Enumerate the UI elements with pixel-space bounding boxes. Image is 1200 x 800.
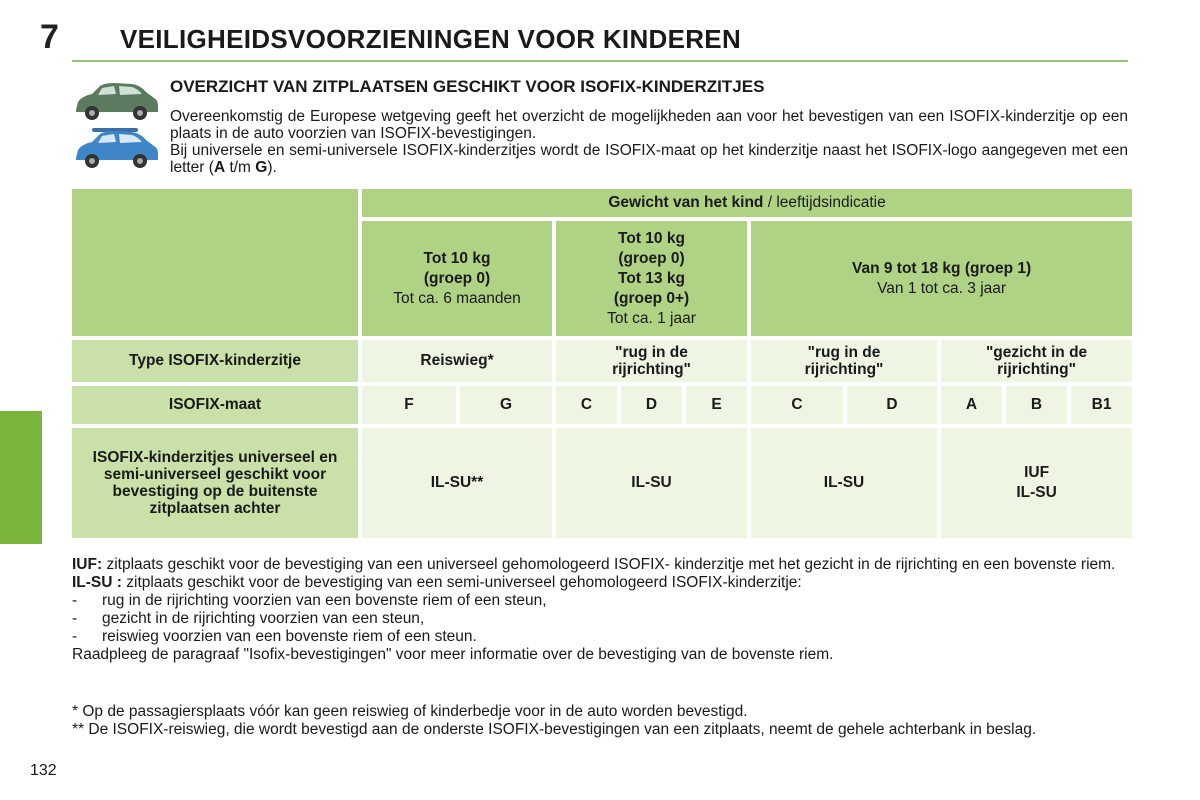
intro-paragraph-1: Overeenkomstig de Europese wetgeving geeft het overzicht de mogelijkheden aan voor het bevestigen van een ISOFIX-kinderzitje op een plaats in de auto voorzien van ISOFIX-bevestigingen. <box>170 108 1128 142</box>
type-cell: Reiswieg* <box>362 340 552 382</box>
list-item: - gezicht in de rijrichting voorzien van een steun, <box>72 610 425 627</box>
size-cell: F <box>362 386 456 424</box>
size-cell: D <box>621 386 682 424</box>
chapter-number: 7 <box>40 18 59 56</box>
page-number: 132 <box>30 762 57 779</box>
size-cell: B <box>1006 386 1067 424</box>
car-icon <box>70 80 162 124</box>
list-item: - rug in de rijrichting voorzien van een bovenste riem of een steun, <box>72 592 547 609</box>
section-title: OVERZICHT VAN ZITPLAATSEN GESCHIKT VOOR ISOFIX-KINDERZITJES <box>170 77 765 96</box>
weight-header: Gewicht van het kind / leeftijdsindicatie <box>362 189 1132 217</box>
list-item: - reiswieg voorzien van een bovenste riem of een steun. <box>72 628 477 645</box>
type-cell: "gezicht in de rijrichting" <box>941 340 1132 382</box>
footnotes <box>72 703 1128 739</box>
type-cell: "rug in de rijrichting" <box>556 340 747 382</box>
size-cell: C <box>556 386 617 424</box>
size-cell: B1 <box>1071 386 1132 424</box>
table-corner-cell <box>72 189 358 336</box>
footnote-2: ** De ISOFIX-reiswieg, die wordt bevestigd aan de onderste ISOFIX-bevestigingen van een zitplaats, neemt de gehele achterbank in beslag. <box>72 721 1037 738</box>
isofix-table <box>68 185 1136 542</box>
group-cell: Van 9 tot 18 kg (groep 1) Van 1 tot ca. 3 jaar <box>751 221 1132 336</box>
seat-cell: IL-SU** <box>362 428 552 538</box>
size-cell: A <box>941 386 1002 424</box>
seat-cell: IL-SU <box>556 428 747 538</box>
note-ilsu: IL-SU : zitplaats geschikt voor de bevestiging van een semi-universeel gehomologeerd ISOFIX-kinderzitje: <box>72 574 802 591</box>
intro-text <box>170 108 1128 176</box>
seat-cell: IUF IL-SU <box>941 428 1132 538</box>
page-title: VEILIGHEIDSVOORZIENINGEN VOOR KINDEREN <box>120 24 742 54</box>
group-cell: Tot 10 kg (groep 0) Tot ca. 6 maanden <box>362 221 552 336</box>
type-cell: "rug in de rijrichting" <box>751 340 937 382</box>
seat-label: ISOFIX-kinderzitjes universeel en semi-universeel geschikt voor bevestiging op de buitenste zitplaatsen achter <box>72 428 358 538</box>
size-cell: D <box>847 386 937 424</box>
size-cell: C <box>751 386 843 424</box>
title-divider <box>72 60 1128 62</box>
size-cell: E <box>686 386 747 424</box>
footnote-1: * Op de passagiersplaats vóór kan geen reiswieg of kinderbedje voor in de auto worden bevestigd. <box>72 703 748 720</box>
seat-cell: IL-SU <box>751 428 937 538</box>
size-cell: G <box>460 386 552 424</box>
car-icon <box>70 126 162 172</box>
intro-paragraph-2: Bij universele en semi-universele ISOFIX-kinderzitjes wordt de ISOFIX-maat op het kinderzitje naast het ISOFIX-logo aangegeven met een letter (A t/m G). <box>170 142 1128 176</box>
chapter-side-tab <box>0 411 42 544</box>
note-refer: Raadpleeg de paragraaf "Isofix-bevestigingen" voor meer informatie over de bevestiging van de bovenste riem. <box>72 646 834 663</box>
size-label: ISOFIX-maat <box>72 386 358 424</box>
type-label: Type ISOFIX-kinderzitje <box>72 340 358 382</box>
legend-notes <box>72 556 1128 664</box>
group-cell: Tot 10 kg (groep 0) Tot 13 kg (groep 0+) Tot ca. 1 jaar <box>556 221 747 336</box>
note-iuf: IUF: zitplaats geschikt voor de bevestiging van een universeel gehomologeerd ISOFIX- kinderzitje met het gezicht in de rijrichting en een bovenste riem. <box>72 556 1116 573</box>
